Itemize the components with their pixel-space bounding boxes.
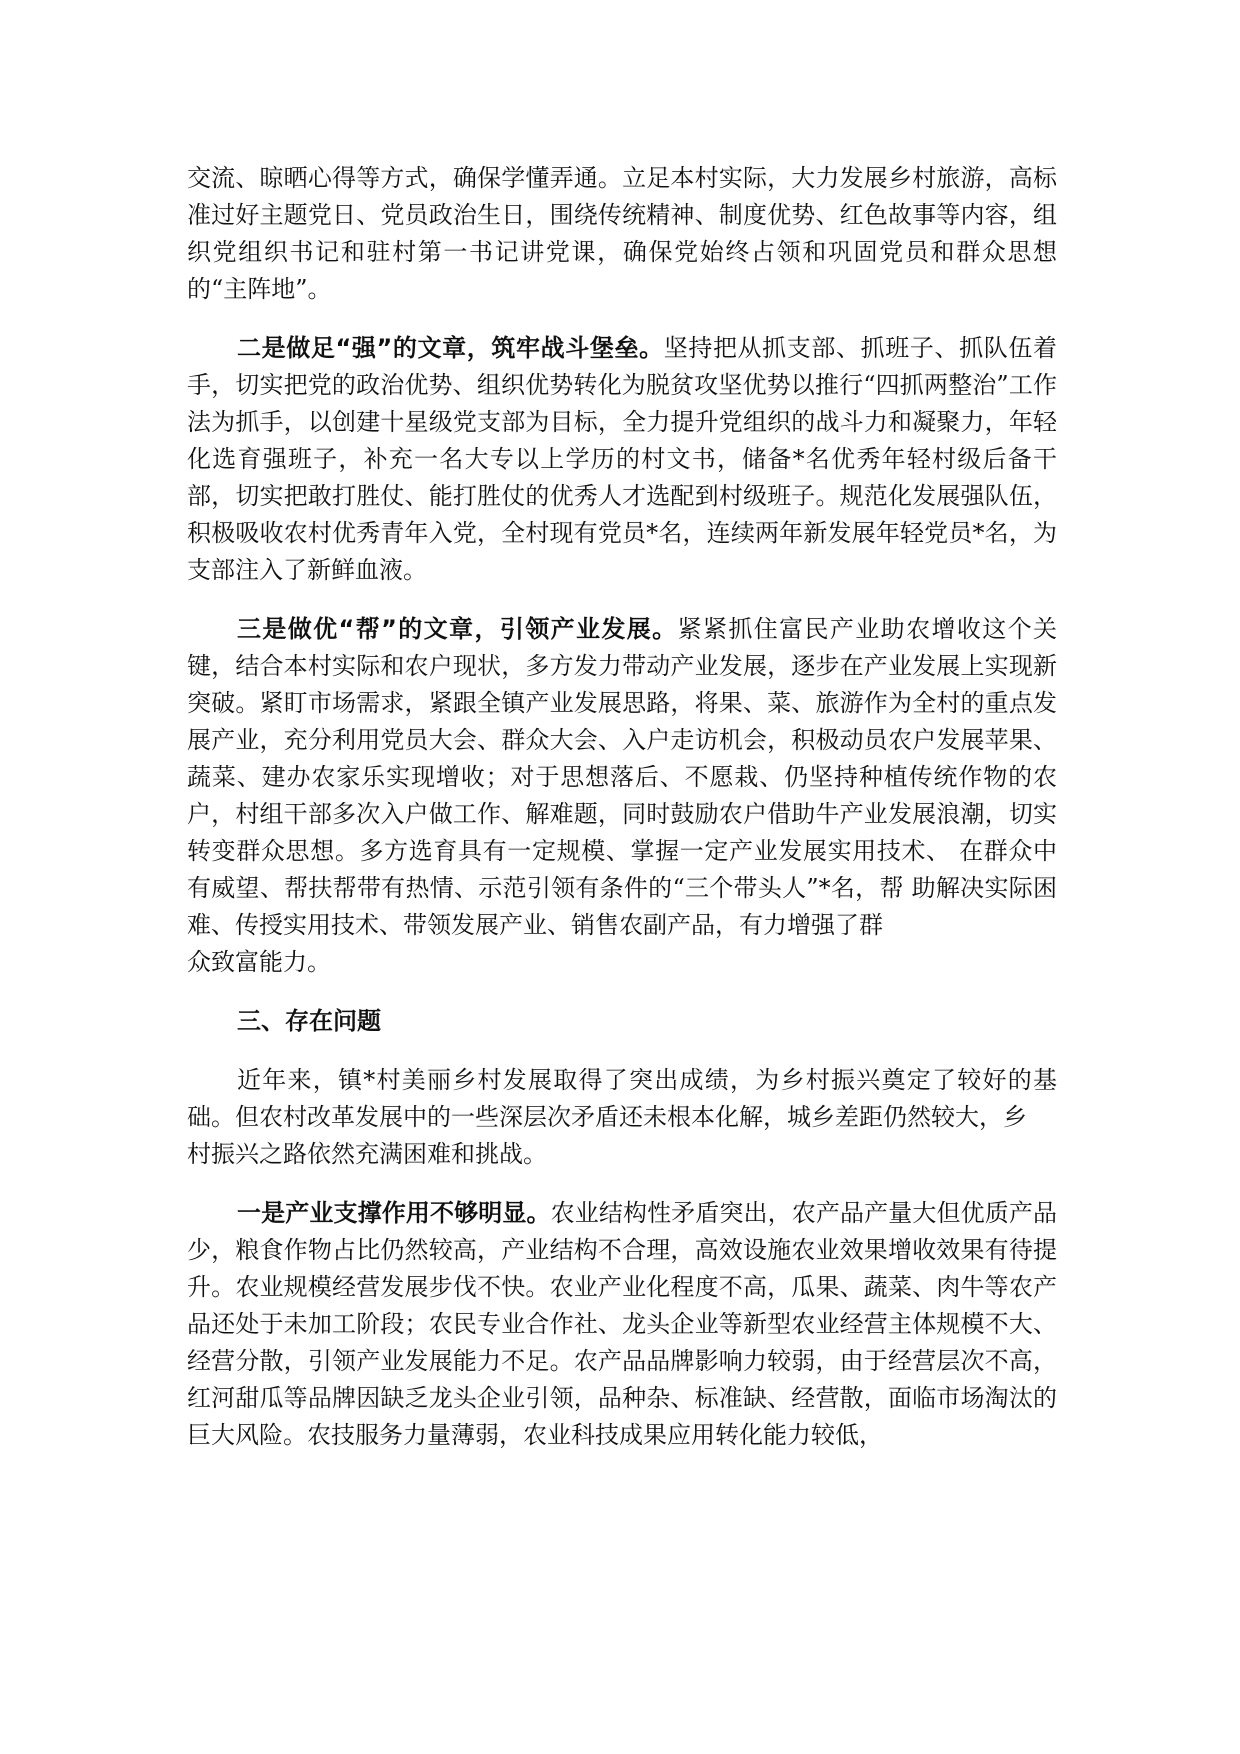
paragraph-lead: 三是做优“帮”的文章，引领产业发展。 [237,615,678,643]
paragraph-lead: 一是产业支撑作用不够明显。 [237,1199,551,1227]
paragraph-problem-intro [187,1062,1057,1136]
paragraph-text: 村振兴之路依然充满困难和挑战。 [187,1140,547,1168]
paragraph-study-tail [187,160,1057,308]
section-heading: 三、存在问题 [237,1007,381,1035]
paragraph-text: 近年来，镇*村美丽乡村发展取得了突出成绩，为乡村振兴奠定了较好的基础。但农村改革发展中的一些深层次矛盾还未根本化解，城乡差距仍然较大，乡 [187,1066,1057,1131]
paragraph-help [187,611,1057,944]
paragraph-problem-intro-tail [187,1136,1057,1173]
paragraph-text: 农业结构性矛盾突出，农产品产量大但优质产品少，粮食作物占比仍然较高，产业结构不合理，高效设施农业效果增收效果有待提升。农业规模经营发展步伐不快。农业产业化程度不高，瓜果、蔬菜、肉牛等农产品还处于未加工阶段；农民专业合作社、龙头企业等新型农业经营主体规模不大、经营分散，引领产业发展能力不足。农产品品牌影响力较弱，由于经营层次不高，红河甜瓜等品牌因缺乏龙头企业引领，品种杂、标准缺、经营散，面临市场淘汰的巨大风险。农技服务力量薄弱，农业科技成果应用转化能力较低， [187,1199,1058,1449]
paragraph-text: 坚持把从抓支部、抓班子、抓队伍着手，切实把党的政治优势、组织优势转化为脱贫攻坚优势以推行“四抓两整治”工作法为抓手，以创建十星级党支部为目标，全力提升党组织的战斗力和凝聚力，年轻化选育强班子，补充一名大专以上学历的村文书，储备*名优秀年轻村级后备干部，切实把敢打胜仗、能打胜仗的优秀人才选配到村级班子。规范化发展强队伍，积极吸收农村优秀青年入党，全村现有党员*名，连续两年新发展年轻党员*名，为支部注入了新鲜血液。 [187,334,1057,584]
paragraph-text: 交流、晾晒心得等方式，确保学懂弄通。立足本村实际，大力发展乡村旅游，高标准过好主题党日、党员政治生日，围绕传统精神、制度优势、红色故事等内容，组织党组织书记和驻村第一书记讲党课，确保党始终占领和巩固党员和群众思想的“主阵地”。 [187,164,1057,303]
paragraph-text: 紧紧抓住富民产业助农增收这个关键，结合本村实际和农户现状，多方发力带动产业发展，逐步在产业发展上实现新突破。紧盯市场需求，紧跟全镇产业发展思路，将果、菜、旅游作为全村的重点发展产业，充分利用党员大会、群众大会、入户走访机会，积极动员农户发展苹果、蔬菜、建办农家乐实现增收；对于思想落后、不愿栽、仍坚持种植传统作物的农户，村组干部多次入户做工作、解难题，同时鼓励农户借助牛产业发展浪潮，切实转变群众思想。多方选育具有一定规模、掌握一定产业发展实用技术、 在群众中有威望、帮扶帮带有热情、示范引领有条件的“三个带头人”*名，帮 助解决实际困难、传授实用技术、带领发展产业、销售农副产品，有力增强了群 [187,615,1058,939]
paragraph-text: 众致富能力。 [187,948,331,976]
paragraph-industry [187,1195,1057,1454]
paragraph-lead: 二是做足“强”的文章，筑牢战斗堡垒。 [237,334,664,362]
paragraph-strong [187,330,1057,589]
document-body [187,160,1057,1476]
paragraph-help-tail [187,944,1057,981]
